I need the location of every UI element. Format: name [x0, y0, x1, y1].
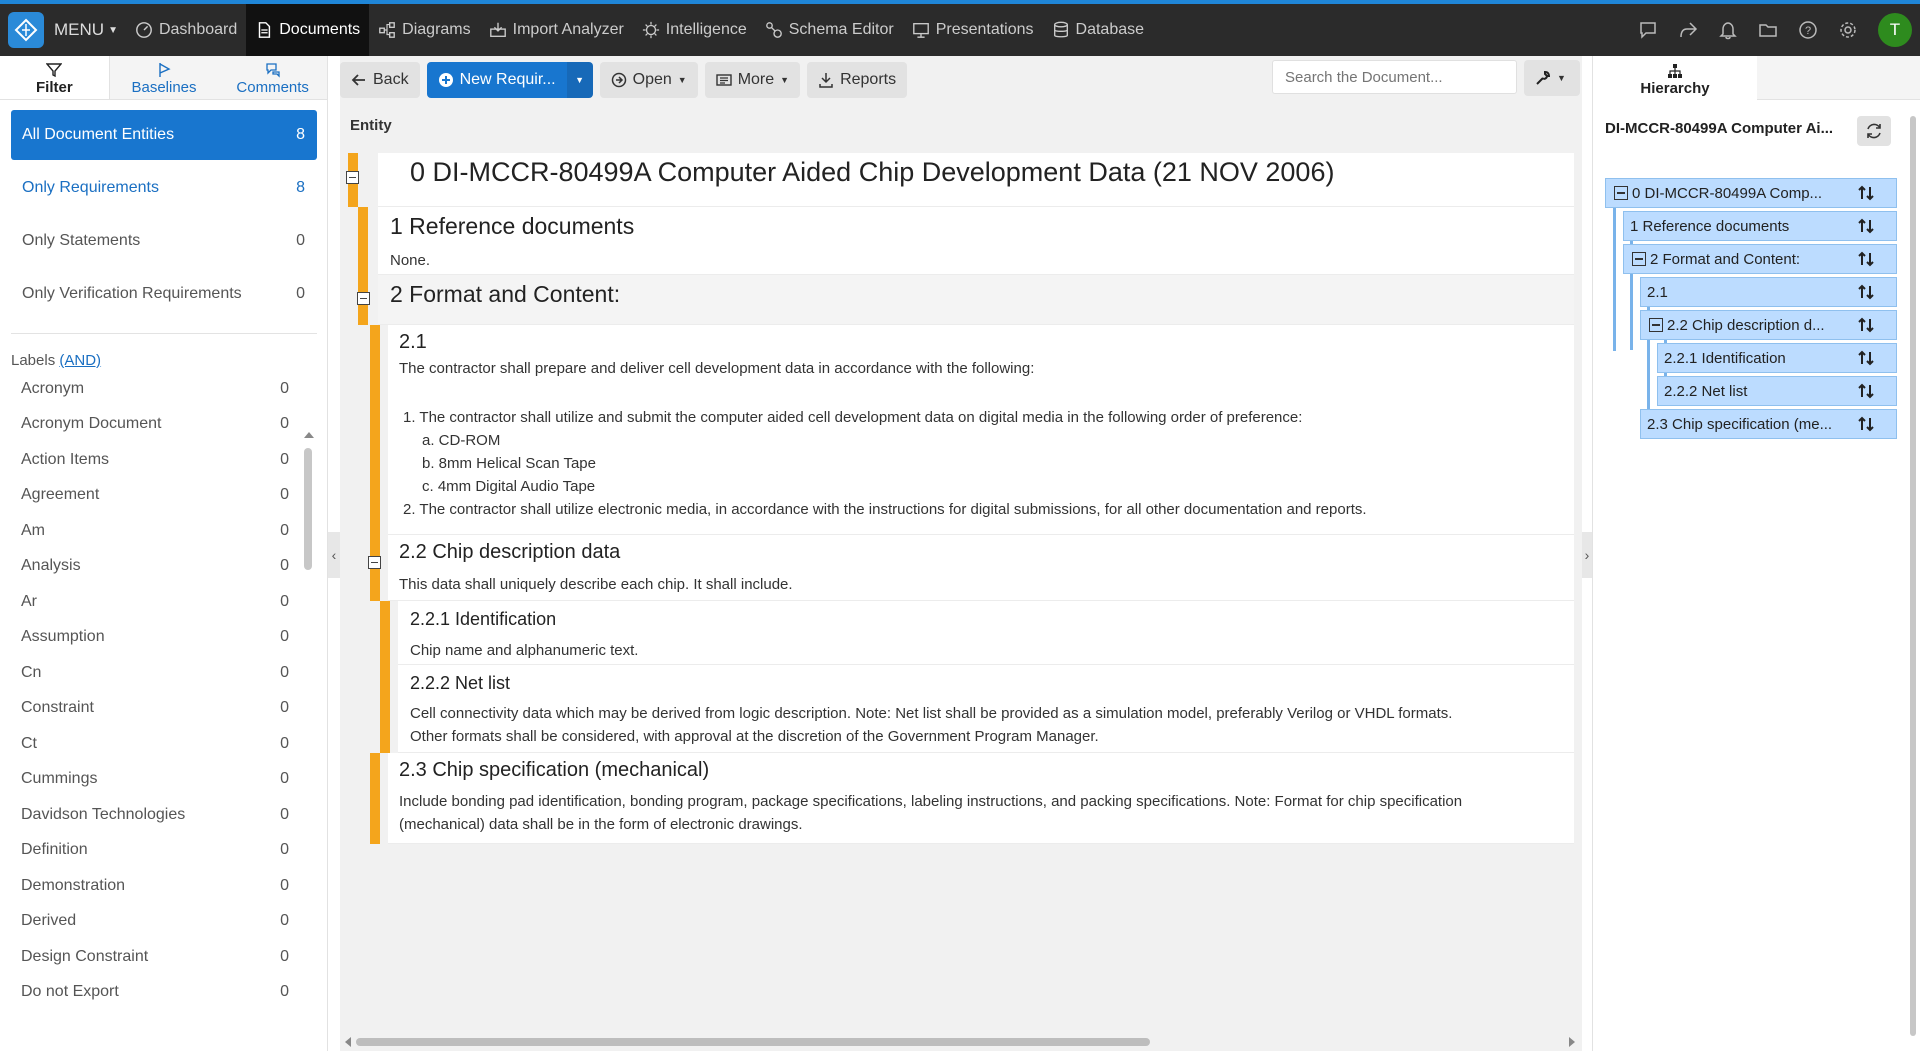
entity-body: (mechanical) data shall be in the form of electronic drawings. — [399, 816, 803, 833]
document-icon — [255, 21, 273, 39]
label-name: Design Constraint — [21, 947, 149, 965]
tree-node-label: 0 DI-MCCR-80499A Comp... — [1632, 184, 1823, 202]
tree-node-label: 2.2.2 Net list — [1664, 382, 1748, 400]
sub-list-item: a. CD-ROM — [422, 432, 501, 449]
top-nav — [0, 0, 1920, 56]
entity-title: 1 Reference documents — [390, 213, 635, 239]
database-icon — [1052, 21, 1070, 39]
labels-mode-link[interactable]: (AND) — [59, 352, 102, 369]
tab-label: Baselines — [131, 79, 197, 96]
entity-2-2-1[interactable] — [398, 601, 1574, 665]
list-item: 1. The contractor shall utilize and submit the computer aided cell development data on digital media in the following order of preference: — [403, 409, 1303, 426]
label-name: Definition — [21, 841, 88, 859]
right-tabs — [1593, 56, 1920, 100]
entity-0[interactable] — [378, 153, 1574, 207]
level-bar — [370, 325, 380, 535]
label-count: 0 — [280, 592, 289, 610]
tree-node-label: 1 Reference documents — [1630, 217, 1790, 235]
level-bar — [380, 665, 390, 753]
tree-node-label: 2.3 Chip specification (me... — [1647, 415, 1833, 433]
sort-arrows-icon[interactable] — [1856, 415, 1876, 433]
entity-2-2-2[interactable] — [398, 665, 1574, 753]
entity-body: Other formats shall be considered, with approval at the discretion of the Government Program Manager. — [410, 728, 1099, 745]
nav-label: Presentations — [935, 21, 1034, 38]
tab-hierarchy[interactable] — [1593, 56, 1757, 100]
label-row[interactable] — [21, 442, 289, 478]
nav-diagrams[interactable] — [369, 4, 479, 56]
left-tabs — [0, 56, 327, 100]
level-bar — [358, 207, 368, 275]
tree-node-label: 2 Format and Content: — [1650, 250, 1801, 268]
sort-arrows-icon[interactable] — [1856, 382, 1876, 400]
horizontal-scrollbar[interactable] — [356, 1038, 1150, 1046]
label-row[interactable] — [21, 655, 289, 691]
labels-title: Labels — [11, 352, 56, 369]
sub-list-item: b. 8mm Helical Scan Tape — [422, 455, 596, 472]
label-row[interactable] — [21, 904, 289, 940]
sort-arrows-icon[interactable] — [1856, 316, 1876, 334]
more-label: More — [737, 71, 775, 88]
back-button[interactable] — [340, 62, 420, 98]
tab-label: Filter — [35, 79, 73, 96]
label-count: 0 — [280, 805, 289, 823]
nav-right-tools — [1638, 13, 1920, 47]
diagram-icon — [378, 21, 396, 39]
entity-title: 2.2.1 Identification — [410, 609, 557, 629]
dashboard-icon — [135, 21, 153, 39]
entity-title: 2 Format and Content: — [390, 281, 621, 307]
entity-2-2[interactable] — [388, 535, 1574, 601]
nav-label: Import Analyzer — [512, 21, 624, 38]
caret-down-icon: ▼ — [108, 24, 118, 36]
tree-node[interactable] — [1657, 376, 1897, 406]
collapse-toggle[interactable] — [1649, 318, 1663, 332]
label-name: Derived — [21, 912, 77, 930]
refresh-icon — [1865, 122, 1883, 140]
scroll-left-arrow[interactable] — [345, 1037, 351, 1047]
share-icon[interactable] — [1678, 20, 1698, 40]
tree-node[interactable] — [1640, 277, 1897, 307]
comments-icon — [265, 62, 281, 78]
entity-1[interactable] — [378, 207, 1574, 275]
hierarchy-icon — [1667, 63, 1683, 79]
import-icon — [489, 21, 507, 39]
new-requirement-split-button — [427, 62, 593, 98]
tree-node[interactable] — [1605, 178, 1897, 208]
entity-filters — [0, 100, 327, 319]
back-label: Back — [373, 71, 409, 88]
caret-down-icon: ▼ — [677, 75, 687, 85]
tree-node[interactable] — [1640, 310, 1897, 340]
sort-arrows-icon[interactable] — [1856, 349, 1876, 367]
more-button[interactable] — [705, 62, 800, 98]
label-name: Agreement — [21, 486, 100, 504]
baseline-flag-icon — [156, 62, 172, 78]
label-row[interactable] — [21, 939, 289, 975]
tab-baselines[interactable] — [110, 56, 219, 99]
label-row[interactable] — [21, 371, 289, 407]
entity-2[interactable] — [378, 275, 1574, 325]
label-row[interactable] — [21, 620, 289, 656]
collapse-right-panel-handle[interactable] — [1582, 532, 1592, 578]
entity-2-1[interactable] — [388, 325, 1574, 535]
labels-header — [0, 334, 327, 369]
filter-count: 0 — [296, 232, 305, 249]
tree-node-label: 2.2 Chip description d... — [1667, 316, 1825, 334]
hierarchy-panel — [1592, 56, 1920, 1051]
collapse-toggle[interactable] — [1632, 252, 1646, 266]
nav-dashboard[interactable] — [126, 4, 246, 56]
tab-comments[interactable] — [218, 56, 327, 99]
nav-label: Diagrams — [402, 21, 471, 38]
entity-body: Chip name and alphanumeric text. — [410, 642, 639, 659]
level-bar — [370, 753, 380, 844]
list-icon — [716, 72, 732, 88]
label-count: 0 — [280, 663, 289, 681]
labels-scrollbar[interactable] — [304, 448, 312, 570]
label-name: Constraint — [21, 699, 94, 717]
collapse-left-panel-handle[interactable] — [328, 532, 340, 578]
schema-icon — [765, 21, 783, 39]
caret-down-icon: ▼ — [575, 75, 585, 85]
label-name: Do not Export — [21, 983, 119, 1001]
label-row[interactable] — [21, 833, 289, 869]
nav-label: Database — [1075, 21, 1145, 38]
entity-body: None. — [390, 252, 431, 269]
label-name: Acronym Document — [21, 415, 162, 433]
left-panel — [0, 56, 328, 1051]
tree-node[interactable] — [1657, 343, 1897, 373]
list-item: 2. The contractor shall utilize electronic media, in accordance with the instructions for digital submissions, for all other documentation and reports. — [403, 501, 1367, 518]
filter-label: Only Requirements — [22, 179, 159, 196]
nav-intelligence[interactable] — [633, 4, 756, 56]
nav-label: Documents — [279, 21, 361, 38]
nav-database[interactable] — [1043, 4, 1154, 56]
filter-count: 0 — [296, 285, 305, 302]
collapse-toggle[interactable] — [1614, 186, 1628, 200]
entity-body: Cell connectivity data which may be derived from logic description. Note: Net list shall be provided as a simulation model, preferably Verilog or VHDL formats. — [410, 705, 1453, 722]
collapse-toggle[interactable] — [346, 171, 359, 184]
caret-down-icon: ▼ — [780, 75, 790, 85]
filter-count: 8 — [296, 179, 305, 196]
label-row[interactable] — [21, 478, 289, 514]
label-name: Demonstration — [21, 876, 126, 894]
tree-node[interactable] — [1623, 244, 1897, 274]
tools-dropdown-button[interactable] — [1524, 60, 1580, 96]
arrow-circle-icon — [611, 72, 627, 88]
logo-icon — [14, 18, 38, 42]
tab-label: Comments — [236, 79, 309, 96]
label-count: 0 — [280, 557, 289, 575]
tree-node-label: 2.2.1 Identification — [1664, 349, 1786, 367]
scroll-right-arrow[interactable] — [1569, 1037, 1575, 1047]
label-name: Acronym — [21, 379, 85, 397]
tree-node[interactable] — [1640, 409, 1897, 439]
intelligence-icon — [642, 21, 660, 39]
nav-schema-editor[interactable] — [756, 4, 903, 56]
filter-label: Only Statements — [22, 232, 141, 249]
label-count: 0 — [280, 983, 289, 1001]
nav-presentations[interactable] — [903, 4, 1043, 56]
label-row[interactable] — [21, 407, 289, 443]
settings-gear-icon[interactable] — [1838, 20, 1858, 40]
chevron-left-icon: ‹ — [331, 547, 337, 563]
entity-body: This data shall uniquely describe each chip. It shall include. — [399, 576, 793, 593]
new-requirement-dropdown[interactable] — [567, 62, 593, 98]
reports-label: Reports — [840, 71, 897, 88]
label-row[interactable] — [21, 868, 289, 904]
nav-label: Dashboard — [158, 21, 238, 38]
sub-list-item: c. 4mm Digital Audio Tape — [422, 478, 596, 495]
label-count: 0 — [280, 486, 289, 504]
tab-filter[interactable] — [0, 56, 110, 99]
label-count: 0 — [280, 379, 289, 397]
user-avatar[interactable]: T — [1878, 13, 1912, 47]
new-requirement-label: New Requir... — [459, 71, 556, 88]
labels-list — [0, 369, 327, 1010]
label-name: Cn — [21, 663, 42, 681]
label-count: 0 — [280, 521, 289, 539]
label-name: Cummings — [21, 770, 98, 788]
label-count: 0 — [280, 841, 289, 859]
level-bar — [380, 601, 390, 665]
label-name: Ar — [21, 592, 37, 610]
sort-arrows-icon[interactable] — [1856, 250, 1876, 268]
label-name: Assumption — [21, 628, 105, 646]
presentation-icon — [912, 21, 930, 39]
filter-label: Only Verification Requirements — [22, 285, 242, 302]
filter-count: 8 — [296, 126, 305, 143]
label-count: 0 — [280, 699, 289, 717]
entity-title: 2.2.2 Net list — [410, 673, 511, 693]
sort-arrows-icon[interactable] — [1856, 184, 1876, 202]
label-name: Analysis — [21, 557, 81, 575]
help-icon[interactable] — [1798, 20, 1818, 40]
scroll-up-arrow[interactable] — [304, 432, 314, 438]
filter-only-statements[interactable] — [11, 216, 317, 266]
wrench-icon — [1535, 70, 1551, 86]
plus-circle-icon — [438, 72, 454, 88]
collapse-toggle[interactable] — [357, 292, 370, 305]
open-label: Open — [632, 71, 672, 88]
reports-button[interactable] — [807, 62, 907, 98]
label-count: 0 — [280, 876, 289, 894]
hierarchy-title: DI-MCCR-80499A Computer Ai... — [1605, 120, 1834, 137]
label-count: 0 — [280, 770, 289, 788]
label-name: Action Items — [21, 450, 110, 468]
nav-label: Schema Editor — [788, 21, 894, 38]
entity-column-header: Entity — [350, 117, 392, 134]
refresh-button[interactable] — [1857, 116, 1891, 146]
nav-label: Intelligence — [665, 21, 747, 38]
entity-body: The contractor shall prepare and deliver cell development data in accordance with the following: — [399, 360, 1035, 377]
app-logo[interactable] — [8, 12, 44, 48]
sort-arrows-icon[interactable] — [1856, 217, 1876, 235]
document-area — [340, 56, 1582, 1051]
filter-only-verification[interactable] — [11, 269, 317, 319]
entity-title: 2.2 Chip description data — [399, 541, 621, 563]
label-row[interactable] — [21, 975, 289, 1011]
folder-icon[interactable] — [1758, 20, 1778, 40]
label-row[interactable] — [21, 797, 289, 833]
label-count: 0 — [280, 628, 289, 646]
label-name: Ct — [21, 734, 37, 752]
label-row[interactable] — [21, 762, 289, 798]
label-count: 0 — [280, 947, 289, 965]
entity-2-3[interactable] — [388, 753, 1574, 844]
tree-line — [1613, 183, 1616, 351]
label-row[interactable] — [21, 584, 289, 620]
label-row[interactable] — [21, 726, 289, 762]
filter-only-requirements[interactable] — [11, 163, 317, 213]
new-requirement-button[interactable] — [427, 62, 567, 98]
label-row[interactable] — [21, 691, 289, 727]
bell-icon[interactable] — [1718, 20, 1738, 40]
chat-icon[interactable] — [1638, 20, 1658, 40]
label-count: 0 — [280, 415, 289, 433]
label-row[interactable] — [21, 513, 289, 549]
label-name: Am — [21, 521, 45, 539]
hierarchy-scrollbar[interactable] — [1910, 116, 1916, 1036]
tree-node-label: 2.1 — [1647, 283, 1668, 301]
menu-button[interactable] — [54, 20, 118, 40]
entity-body: Include bonding pad identification, bonding program, package specifications, labeling instructions, and packing specifications. Note: Format for chip specification — [399, 793, 1463, 810]
entity-title: 0 DI-MCCR-80499A Computer Aided Chip Development Data (21 NOV 2006) — [410, 157, 1335, 187]
chevron-right-icon: › — [1584, 547, 1590, 563]
entity-title: 2.3 Chip specification (mechanical) — [399, 759, 710, 781]
open-button[interactable] — [600, 62, 698, 98]
tab-label: Hierarchy — [1640, 80, 1710, 97]
entity-title: 2.1 — [399, 331, 427, 353]
label-name: Davidson Technologies — [21, 805, 186, 823]
document-search-input[interactable] — [1272, 60, 1517, 94]
svg-text:?: ? — [1804, 25, 1812, 37]
filter-all-entities[interactable] — [11, 110, 317, 160]
download-icon — [818, 72, 834, 88]
arrow-left-icon — [351, 72, 367, 88]
label-count: 0 — [280, 912, 289, 930]
menu-label: MENU — [54, 20, 105, 39]
tree-node[interactable] — [1623, 211, 1897, 241]
caret-down-icon: ▼ — [1557, 73, 1566, 83]
label-count: 0 — [280, 450, 289, 468]
filter-label: All Document Entities — [22, 126, 175, 143]
collapse-toggle[interactable] — [368, 556, 381, 569]
nav-documents[interactable] — [246, 4, 369, 56]
label-count: 0 — [280, 734, 289, 752]
sort-arrows-icon[interactable] — [1856, 283, 1876, 301]
nav-import-analyzer[interactable] — [480, 4, 633, 56]
filter-icon — [46, 62, 62, 78]
label-row[interactable] — [21, 549, 289, 585]
